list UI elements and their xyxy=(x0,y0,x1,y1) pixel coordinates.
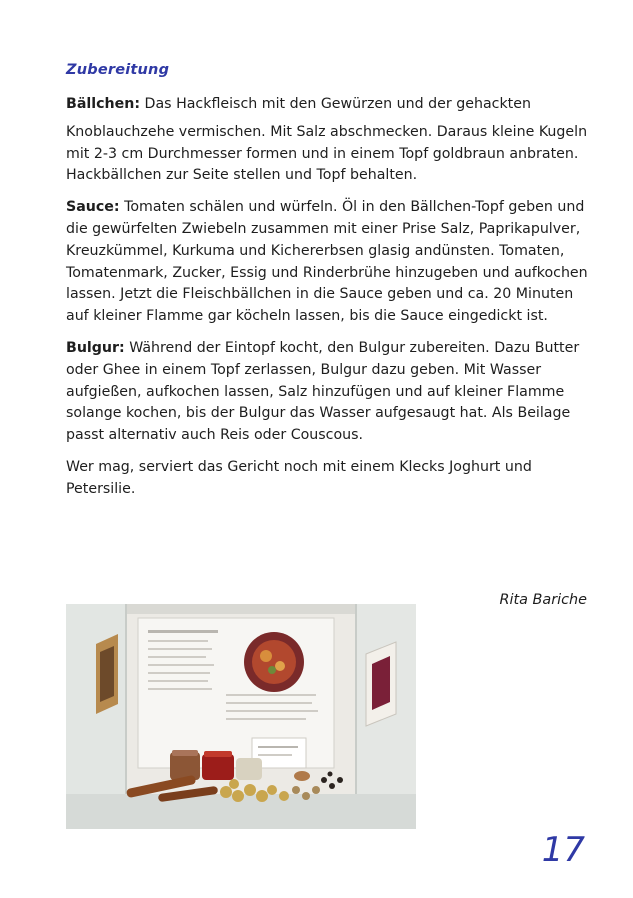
paragraph-serving: Wer mag, serviert das Gericht noch mit einem Klecks Joghurt und Petersilie. xyxy=(66,458,532,497)
recipe-text xyxy=(66,94,592,511)
paragraph-baellchen-rest: Knoblauchzehe vermischen. Mit Salz abschmecken. Daraus kleine Kugeln mit 2-3 cm Durchmesser formen und in einem Topf goldbraun anbraten. Hackbällchen zur Seite stellen und Topf behalten. xyxy=(66,123,588,184)
exhibit-photo xyxy=(66,604,416,829)
page-number: 17 xyxy=(541,830,585,870)
label-baellchen: Bällchen: xyxy=(66,96,141,112)
paragraph-baellchen-line1: Bällchen: Das Hackfleisch mit den Gewürzen und der gehackten xyxy=(66,96,531,112)
section-heading: Zubereitung xyxy=(66,62,170,78)
label-bulgur: Bulgur: xyxy=(66,339,125,356)
paragraph-bulgur: Bulgur: Während der Eintopf kocht, den Bulgur zubereiten. Dazu Butter oder Ghee in einem Topf zerlassen, Bulgur dazu geben. Mit Wasser aufgießen, aufkochen lassen, Salz hinzufügen und auf kleiner Flamme solange kochen, bis der Bulgur das Wasser aufgesaugt hat. Als Beilage passt alternativ auch Reis oder Couscous. xyxy=(66,339,580,444)
display-case-image xyxy=(66,604,416,829)
label-sauce: Sauce: xyxy=(66,199,120,216)
paragraph-sauce: Sauce: Tomaten schälen und würfeln. Öl in den Bällchen-Topf geben und die gewürfelten Zwiebeln zusammen mit einer Prise Salz, Paprikapulver, Kreuzkümmel, Kurkuma und Kichererbsen glasig andünsten. Tomaten, Tomatenmark, Zucker, Essig und Rinderbrühe hinzugeben und aufkochen lassen. Jetzt die Fleischbällchen in die Sauce geben und ca. 20 Minuten auf kleiner Flamme gar köcheln lassen, bis die Sauce eingedickt ist. xyxy=(66,199,588,325)
author-signature: Rita Bariche xyxy=(499,592,587,608)
